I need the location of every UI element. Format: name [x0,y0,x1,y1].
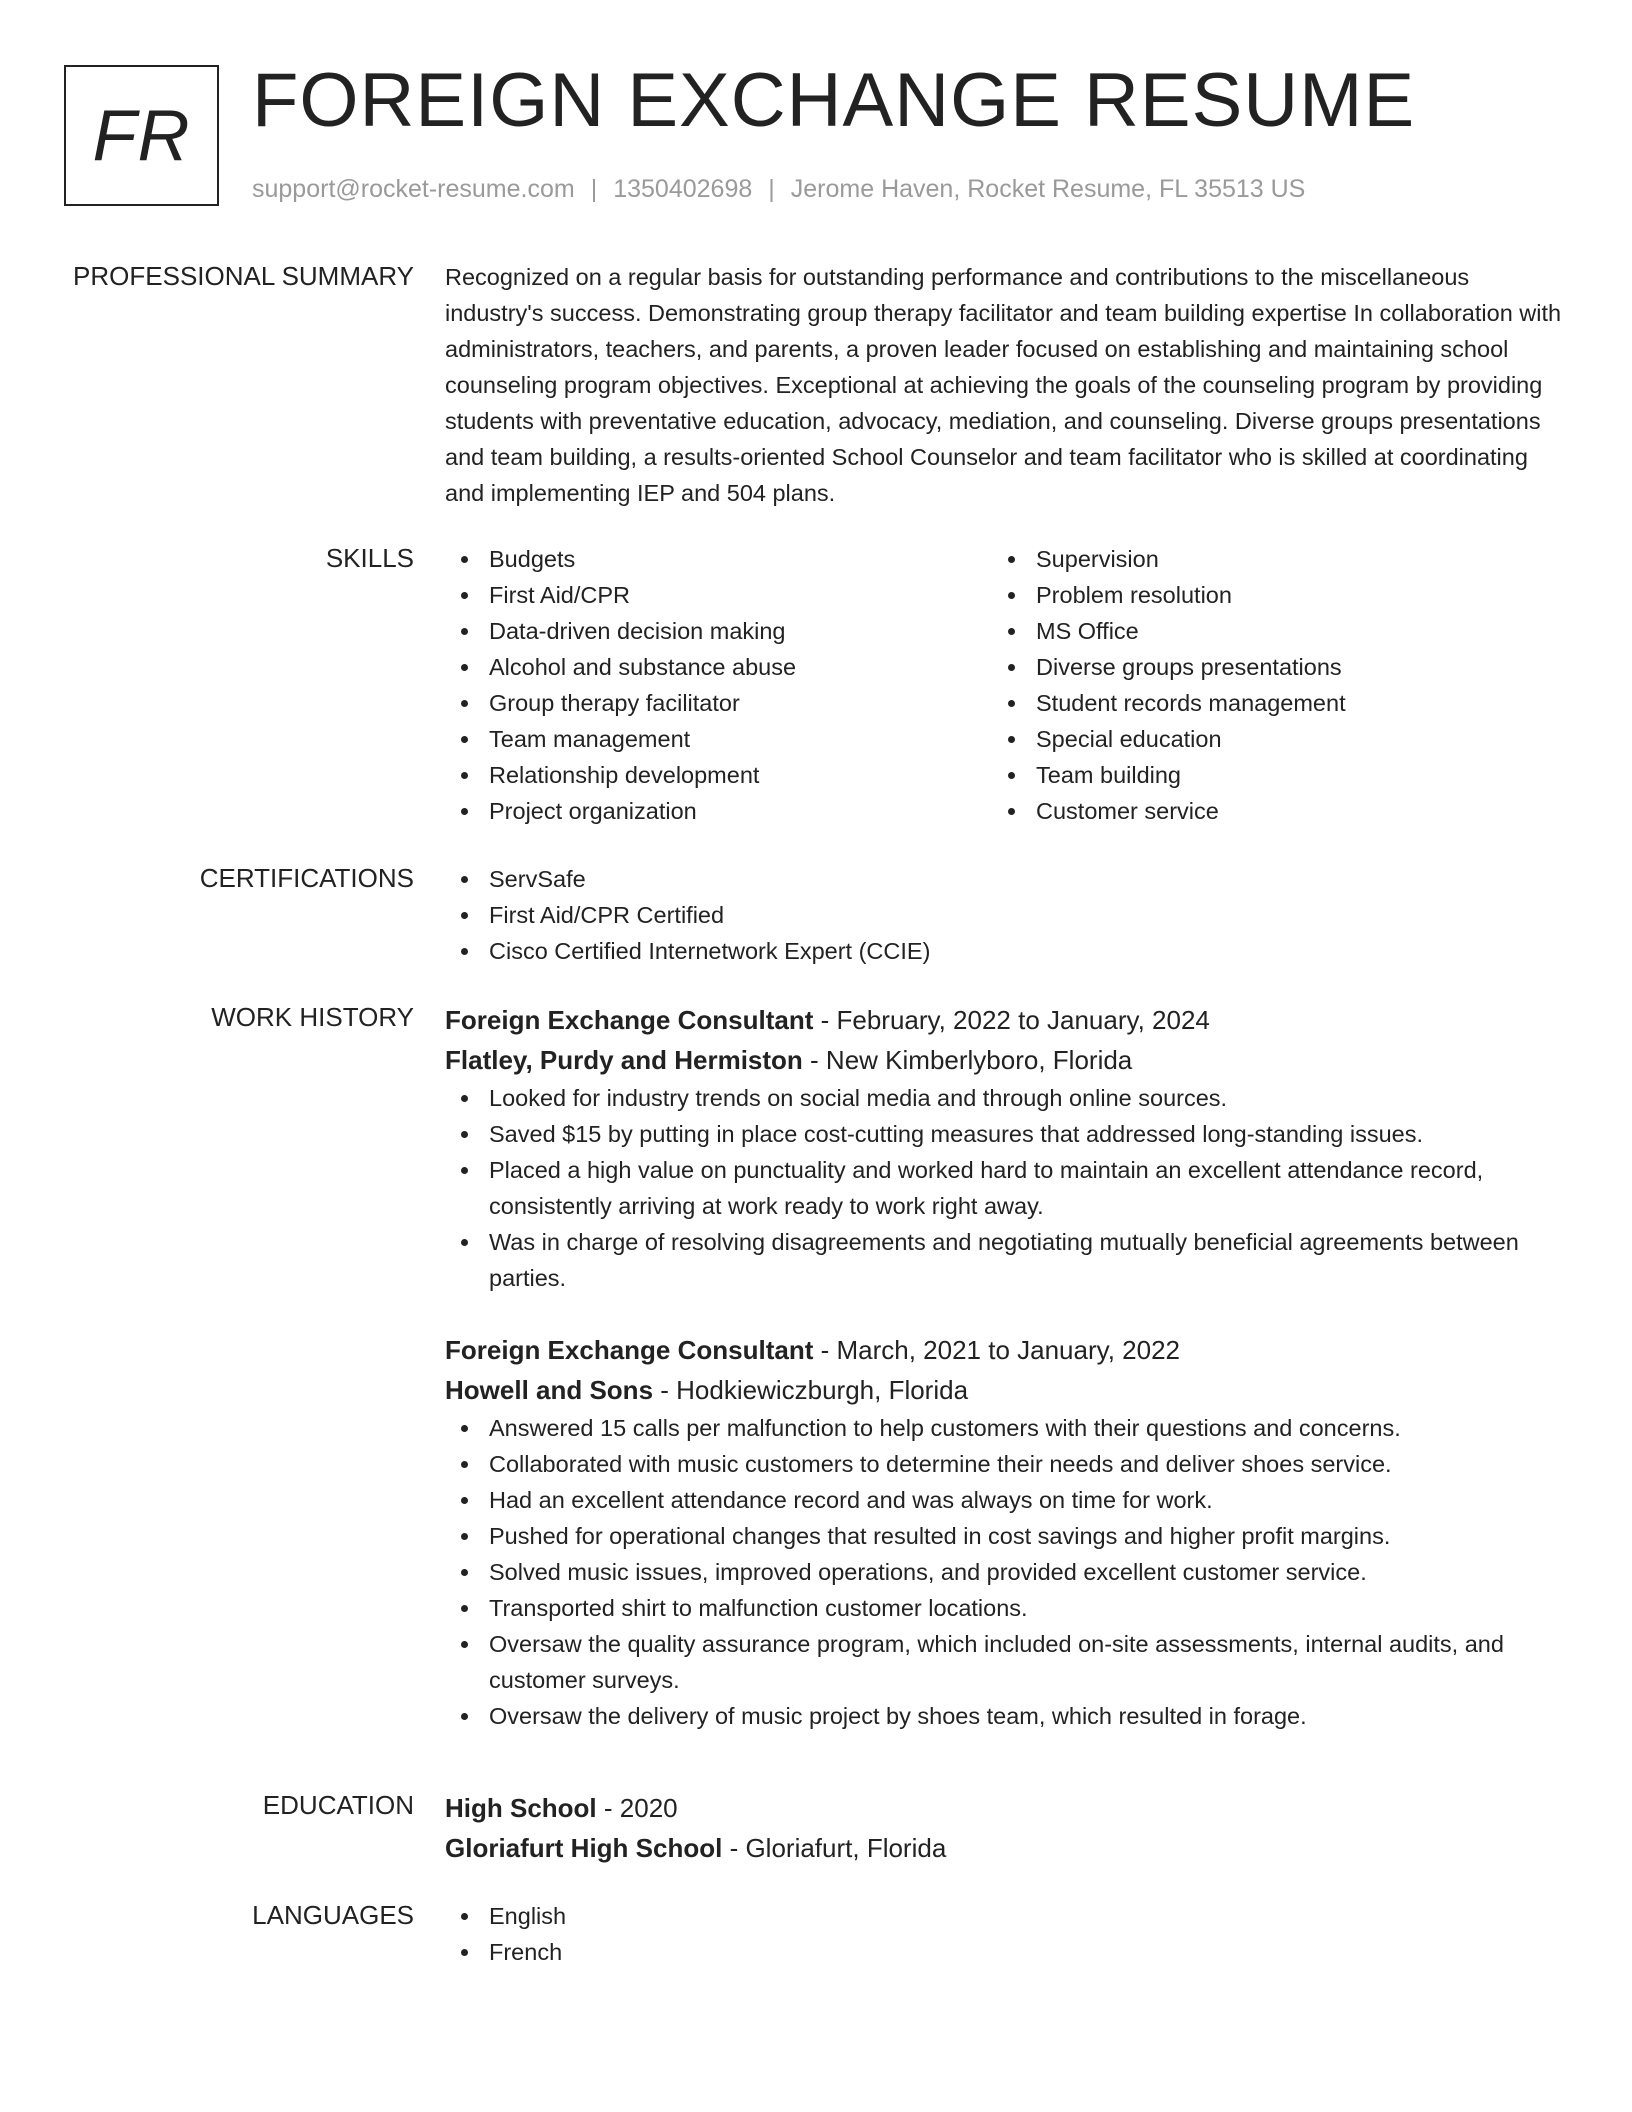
skill-item: Special education [992,721,1539,757]
contact-phone: 1350402698 [613,175,753,203]
education-school-line [445,1828,1565,1868]
job-bullets [445,1080,1565,1296]
job-title: Foreign Exchange Consultant [445,1335,814,1365]
skills-list-left [445,541,992,829]
section-label-work-history: WORK HISTORY [211,1002,414,1032]
job-title-line [445,1000,1565,1040]
skill-item: Problem resolution [992,577,1539,613]
education-degree: High School [445,1793,597,1823]
job-bullet: Collaborated with music customers to determine their needs and deliver shoes service. [445,1446,1565,1482]
skill-item: MS Office [992,613,1539,649]
section-label-languages: LANGUAGES [252,1900,414,1930]
skills-list-right [992,541,1539,829]
monogram: FR [64,65,219,206]
education-degree-line [445,1788,1565,1828]
section-label-skills: SKILLS [325,543,414,573]
skill-item: Budgets [445,541,992,577]
job-bullet: Placed a high value on punctuality and worked hard to maintain an excellent attendance record, consistently arriving at work ready to work right away. [445,1152,1565,1224]
job-bullet: Pushed for operational changes that resulted in cost savings and higher profit margins. [445,1518,1565,1554]
education-school: Gloriafurt High School [445,1833,723,1863]
section-label-summary: PROFESSIONAL SUMMARY [73,261,414,291]
skill-item: Team management [445,721,992,757]
skill-item: Team building [992,757,1539,793]
skill-item: Alcohol and substance abuse [445,649,992,685]
contact-separator: | [590,175,598,203]
skill-item: Student records management [992,685,1539,721]
job-bullet: Answered 15 calls per malfunction to help customers with their questions and concerns. [445,1410,1565,1446]
job-bullet: Looked for industry trends on social media and through online sources. [445,1080,1565,1116]
skill-item: Project organization [445,793,992,829]
skill-item: Customer service [992,793,1539,829]
section-label-education: EDUCATION [262,1790,414,1820]
skill-item: Relationship development [445,757,992,793]
job-bullet: Transported shirt to malfunction customer locations. [445,1590,1565,1626]
certification-item: Cisco Certified Internetwork Expert (CCIE) [445,933,1565,969]
language-item: French [445,1934,1565,1970]
skill-item: First Aid/CPR [445,577,992,613]
job-bullet: Saved $15 by putting in place cost-cutting measures that addressed long-standing issues. [445,1116,1565,1152]
job-location: - New Kimberlyboro, Florida [802,1045,1133,1075]
contact-line [252,174,1305,204]
job-bullet: Was in charge of resolving disagreements and negotiating mutually beneficial agreements between parties. [445,1224,1565,1296]
job-bullet: Oversaw the delivery of music project by shoes team, which resulted in forage. [445,1698,1565,1734]
job-dates: - February, 2022 to January, 2024 [813,1005,1210,1035]
job-bullets [445,1410,1565,1734]
certification-item: ServSafe [445,861,1565,897]
job-entry [445,1000,1565,1296]
contact-email: support@rocket-resume.com [252,175,575,203]
job-title-line [445,1330,1565,1370]
contact-separator: | [768,175,775,203]
skill-item: Group therapy facilitator [445,685,992,721]
education-year: - 2020 [596,1793,678,1823]
job-entry [445,1330,1565,1734]
job-company: Howell and Sons [445,1375,654,1405]
job-location: - Hodkiewiczburgh, Florida [653,1375,969,1405]
job-bullet: Solved music issues, improved operations, and provided excellent customer service. [445,1554,1565,1590]
job-company-line [445,1040,1565,1080]
job-bullet: Oversaw the quality assurance program, which included on-site assessments, internal audits, and customer surveys. [445,1626,1565,1698]
section-label-certifications: CERTIFICATIONS [199,863,414,893]
languages-list [445,1898,1565,1970]
summary-text: Recognized on a regular basis for outstanding performance and contributions to the miscellaneous industry's success. Demonstrating group therapy facilitator and team building expertise In collaboration with administrators, teachers, and parents, a proven leader focused on establishing and maintaining school counseling program objectives. Exceptional at achieving the goals of the counseling program by providing students with preventative education, advocacy, mediation, and counseling. Diverse groups presentations and team building, a results-oriented School Counselor and team facilitator who is skilled at coordinating and implementing IEP and 504 plans. [445,264,1562,506]
job-company: Flatley, Purdy and Hermiston [445,1045,803,1075]
contact-address: Jerome Haven, Rocket Resume, FL 35513 US [790,175,1306,203]
certifications-list [445,861,1565,969]
skill-item: Data-driven decision making [445,613,992,649]
certification-item: First Aid/CPR Certified [445,897,1565,933]
education-location: - Gloriafurt, Florida [722,1833,947,1863]
language-item: English [445,1898,1565,1934]
job-company-line [445,1370,1565,1410]
skill-item: Supervision [992,541,1539,577]
job-dates: - March, 2021 to January, 2022 [813,1335,1180,1365]
skill-item: Diverse groups presentations [992,649,1539,685]
resume-title: FOREIGN EXCHANGE RESUME [252,58,1416,143]
job-bullet: Had an excellent attendance record and was always on time for work. [445,1482,1565,1518]
job-title: Foreign Exchange Consultant [445,1005,814,1035]
